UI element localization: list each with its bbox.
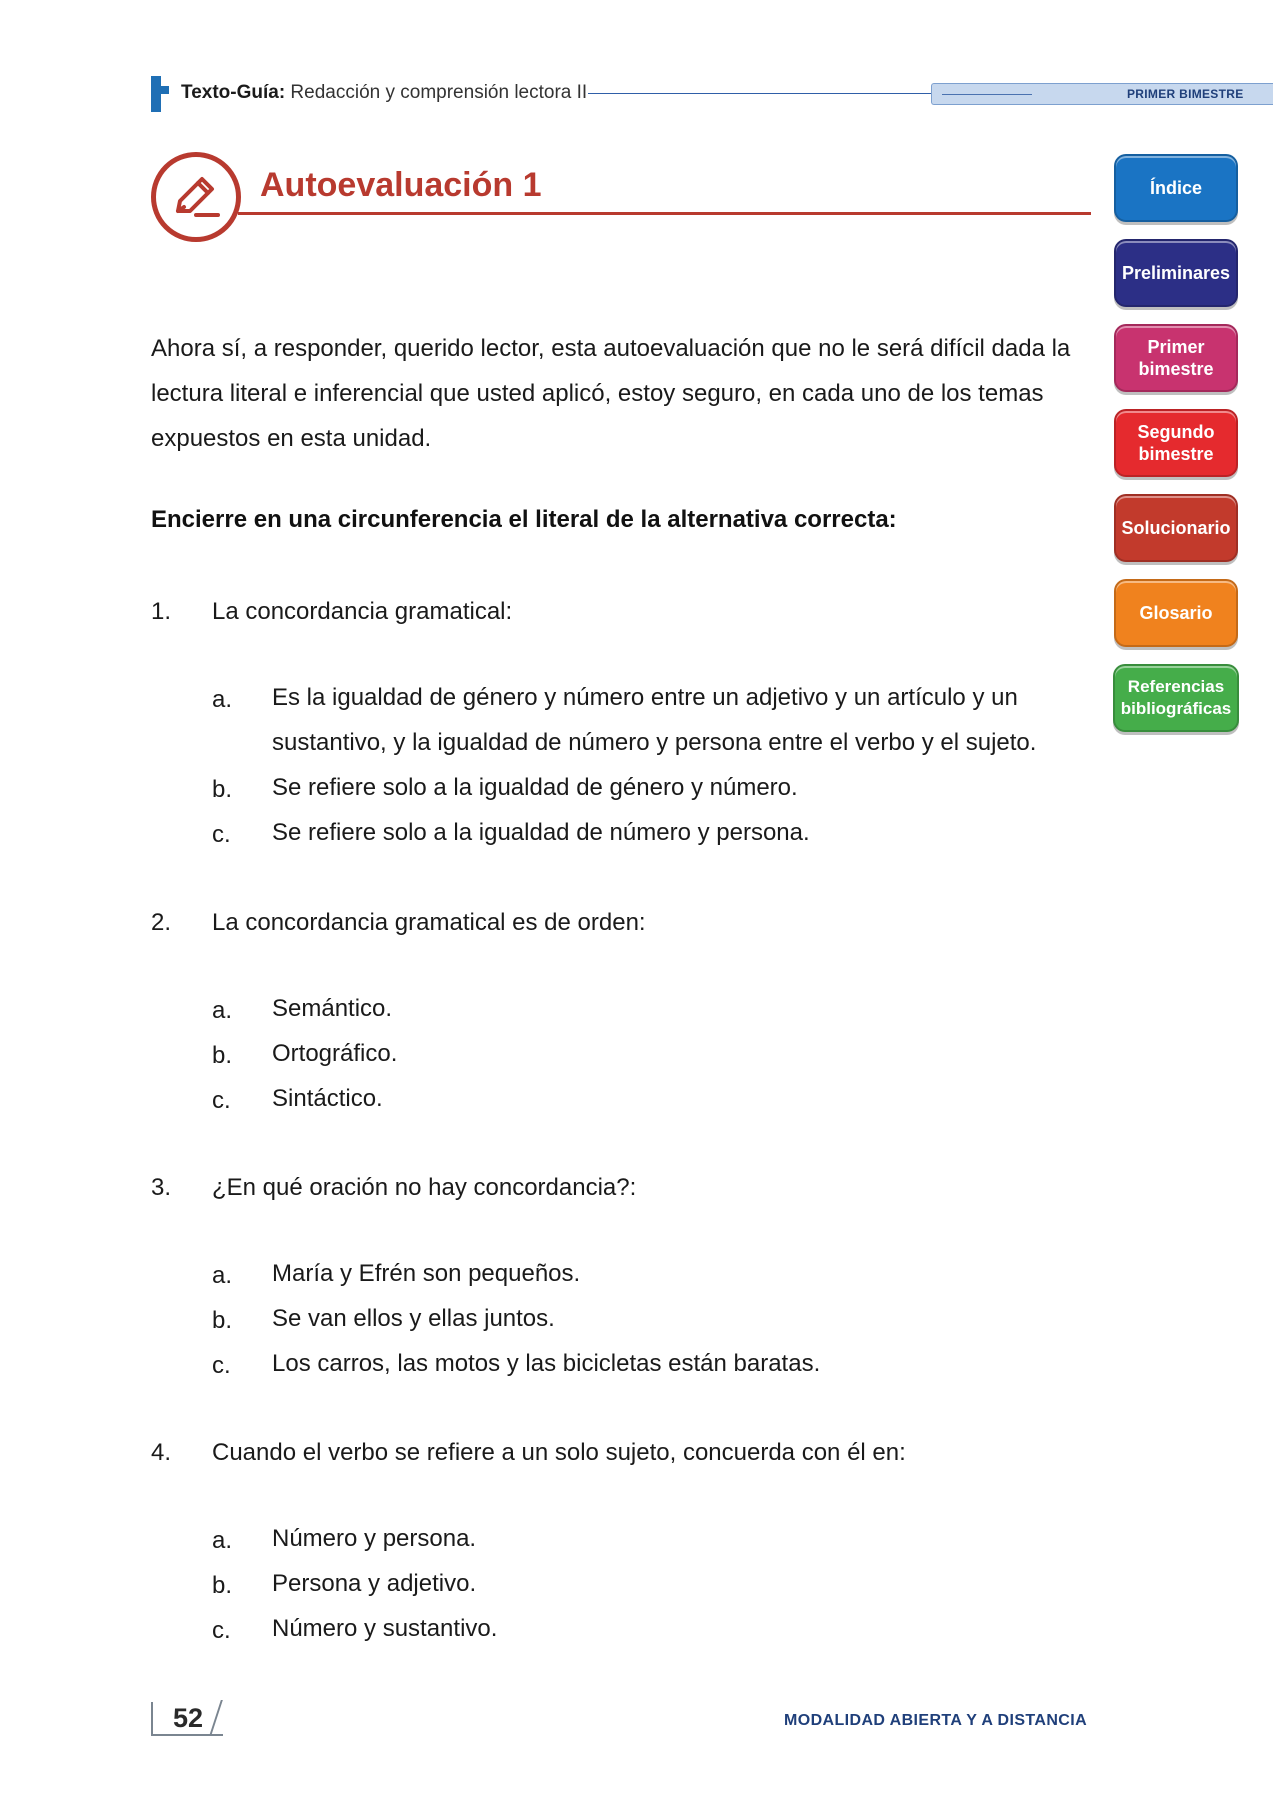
nav-button-segundo-bimestre[interactable]: Segundo bimestre: [1114, 409, 1238, 477]
question-number: 4.: [151, 1439, 172, 1466]
instruction-text: Encierre en una circunferencia el literal de la alternativa correcta:: [151, 506, 897, 533]
nav-button-solucionario[interactable]: Solucionario: [1114, 494, 1238, 562]
option-letter[interactable]: b.: [212, 776, 233, 803]
nav-button-preliminares[interactable]: Preliminares: [1114, 239, 1238, 307]
option-letter[interactable]: b.: [212, 1307, 233, 1334]
question-text: ¿En qué oración no hay concordancia?:: [212, 1174, 637, 1201]
header-logo-mark: [151, 76, 161, 112]
nav-button-glosario[interactable]: Glosario: [1114, 579, 1238, 647]
option-text: Se refiere solo a la igualdad de género y número.: [272, 774, 798, 801]
option-letter[interactable]: a.: [212, 686, 233, 713]
pencil-icon: [170, 171, 222, 223]
option-text: Número y persona.: [272, 1525, 477, 1552]
option-letter[interactable]: c.: [212, 1352, 231, 1379]
option-text: Sintáctico.: [272, 1085, 383, 1112]
header-section-label: PRIMER BIMESTRE: [1127, 87, 1244, 101]
option-letter[interactable]: c.: [212, 1617, 231, 1644]
header-title: [181, 82, 587, 104]
nav-button-primer-bimestre[interactable]: Primer bimestre: [1114, 324, 1238, 392]
header-title-rest: Redacción y comprensión lectora II: [285, 82, 588, 103]
option-letter[interactable]: a.: [212, 1262, 233, 1289]
option-text: Semántico.: [272, 995, 393, 1022]
nav-button-referencias[interactable]: Referencias bibliográficas: [1113, 664, 1239, 732]
option-letter[interactable]: a.: [212, 1527, 233, 1554]
header-section-band: [931, 83, 1273, 105]
question-number: 2.: [151, 909, 172, 936]
question-text: La concordancia gramatical es de orden:: [212, 909, 646, 936]
option-letter[interactable]: c.: [212, 821, 231, 848]
option-letter[interactable]: b.: [212, 1572, 233, 1599]
option-letter[interactable]: b.: [212, 1042, 233, 1069]
header-rule: [588, 93, 931, 94]
footer-text: MODALIDAD ABIERTA Y A DISTANCIA: [784, 1712, 1088, 1729]
intro-paragraph: Ahora sí, a responder, querido lector, esta autoevaluación que no le será difícil dada la lectura literal e inferencial que usted aplicó, estoy seguro, en cada uno de los temas expuestos en esta unidad.: [151, 335, 1071, 452]
page-number: 52: [173, 1703, 204, 1733]
option-text: Persona y adjetivo.: [272, 1570, 477, 1597]
option-text: Ortográfico.: [272, 1040, 398, 1067]
option-text: Número y sustantivo.: [272, 1615, 498, 1642]
page-header: [151, 76, 1273, 112]
option-text: Se refiere solo a la igualdad de número y persona.: [272, 819, 810, 846]
option-text: Se van ellos y ellas juntos.: [272, 1305, 555, 1332]
option-text: Es la igualdad de género y número entre un adjetivo y un artículo y un sustantivo, y la igualdad de número y persona entre el verbo y el sujeto.: [272, 684, 1037, 756]
question-text: La concordancia gramatical:: [212, 598, 513, 625]
nav-button-indice[interactable]: Índice: [1114, 154, 1238, 222]
header-title-bold: Texto-Guía:: [181, 82, 286, 103]
question-number: 1.: [151, 598, 172, 625]
option-text: Los carros, las motos y las bicicletas están baratas.: [272, 1350, 821, 1377]
question-number: 3.: [151, 1174, 172, 1201]
option-letter[interactable]: c.: [212, 1087, 231, 1114]
self-evaluation-badge: [151, 152, 241, 242]
title-underline: [238, 212, 1091, 215]
option-text: María y Efrén son pequeños.: [272, 1260, 581, 1287]
page-title: Autoevaluación 1: [260, 166, 542, 204]
option-letter[interactable]: a.: [212, 997, 233, 1024]
question-text: Cuando el verbo se refiere a un solo sujeto, concuerda con él en:: [212, 1439, 906, 1466]
